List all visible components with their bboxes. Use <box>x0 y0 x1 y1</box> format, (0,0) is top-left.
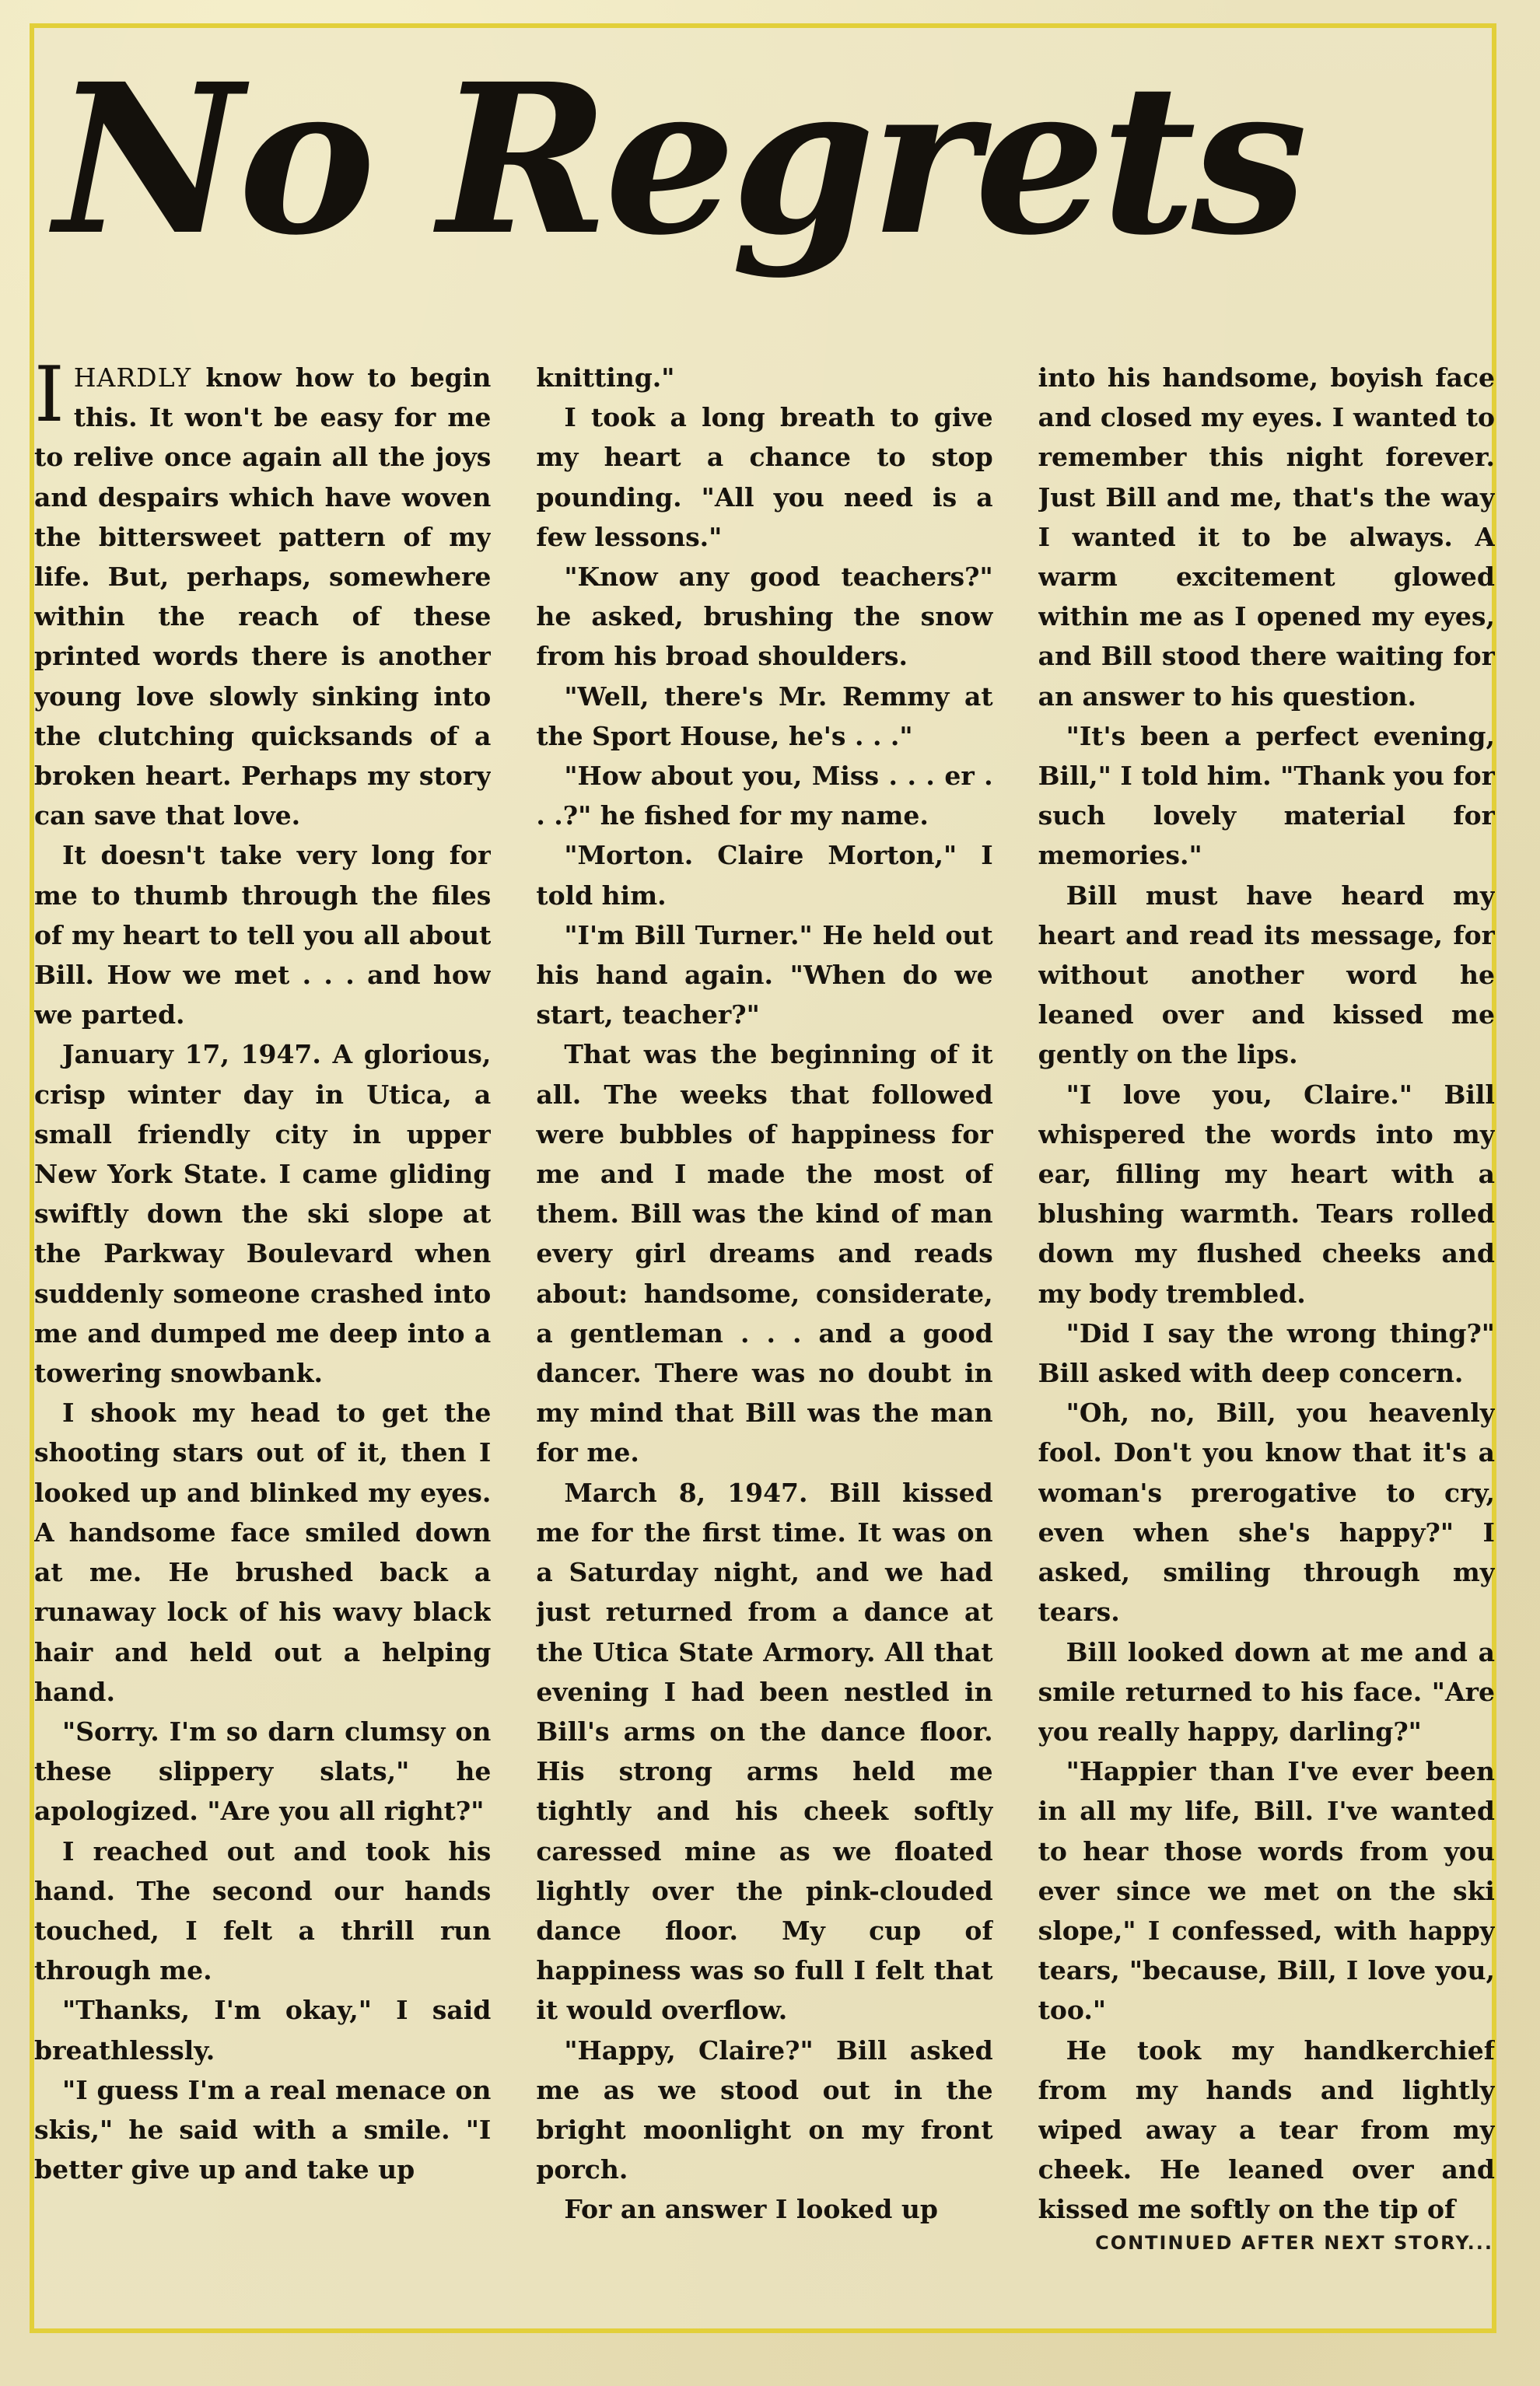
paragraph-text: "Well, there's Mr. Remmy at the Sport House, he's . . ." <box>536 680 993 751</box>
paragraph-text: "Did I say the wrong thing?" Bill asked with deep concern. <box>1038 1317 1495 1389</box>
story-paragraph <box>536 756 992 835</box>
paragraph-text: I took a long breath to give my heart a chance to stop pounding. "All you need is a few lessons." <box>536 402 993 552</box>
paragraph-text: "Happy, Claire?" Bill asked me as we stood out in the bright moonlight on my front porch. <box>536 2034 993 2185</box>
story-paragraph <box>34 1990 491 2069</box>
paragraph-text: "I love you, Claire." Bill whispered the words into my ear, filling my heart with a blushing warmth. Tears rolled down my flushed cheeks and my body trembled. <box>1038 1079 1495 1309</box>
paragraph-text: I reached out and took his hand. The second our hands touched, I felt a thrill run through me. <box>34 1835 492 1986</box>
story-paragraph <box>1038 1632 1495 1752</box>
story-paragraph <box>536 358 992 397</box>
story-body <box>34 358 1495 2232</box>
paragraph-text: "Happier than I've ever been in all my life, Bill. I've wanted to hear those words from you ever since we met on the ski slope," I confessed, with happy tears, "because, Bill, I love you, too." <box>1038 1756 1495 2026</box>
story-paragraph <box>1038 2031 1495 2230</box>
story-paragraph <box>34 835 491 1034</box>
story-paragraph <box>536 2189 992 2229</box>
story-paragraph <box>34 1034 491 1393</box>
column-2 <box>536 358 992 2232</box>
paragraph-text: I shook my head to get the shooting stars out of it, then I looked up and blinked my eyes. A handsome face smiled down at me. He brushed back a runaway lock of his wavy black hair and held out a helping hand. <box>34 1398 492 1707</box>
story-paragraph <box>34 1712 491 1831</box>
story-paragraph <box>1038 358 1495 716</box>
story-paragraph <box>34 2070 491 2190</box>
paragraph-text: "I guess I'm a real menace on skis," he said with a smile. "I better give up and take up <box>34 2074 492 2185</box>
paragraph-text: "How about you, Miss . . . er . . .?" he fished for my name. <box>536 761 993 831</box>
paragraph-text: Bill looked down at me and a smile returned to his face. "Are you really happy, darling?" <box>1038 1636 1495 1747</box>
story-paragraph <box>1038 1314 1495 1393</box>
story-paragraph <box>536 1034 992 1472</box>
story-paragraph <box>536 557 992 677</box>
story-paragraph <box>1038 1751 1495 2030</box>
paragraph-text: For an answer I looked up <box>564 2194 938 2225</box>
story-paragraph <box>536 1473 992 2031</box>
paragraph-text: He took my handkerchief from my hands and lightly wiped away a tear from my cheek. He leaned over and kissed me softly on the tip of <box>1038 2034 1495 2225</box>
paragraph-text: knitting." <box>536 362 675 393</box>
paragraph-text: "I'm Bill Turner." He held out his hand again. "When do we start, teacher?" <box>536 919 993 1030</box>
paragraph-text: Bill must have heard my heart and read its message, for without another word he leaned over and kissed me gently on the lips. <box>1038 880 1495 1070</box>
paragraph-text: "Thanks, I'm okay," I said breathlessly. <box>34 1995 492 2066</box>
paragraph-text: That was the beginning of it all. The weeks that followed were bubbles of happiness for me and I made the most of them. Bill was the kind of man every girl dreams and reads about: handsome, considerate, a gentleman . . . and a good dancer. There was no doubt in my mind that Bill was the man for me. <box>536 1039 993 1468</box>
story-paragraph <box>1038 876 1495 1075</box>
story-paragraph <box>1038 1075 1495 1314</box>
story-paragraph <box>536 2031 992 2190</box>
paragraph-text: "Know any good teachers?" he asked, brushing the snow from his broad shoulders. <box>536 562 993 672</box>
story-title <box>47 37 1369 317</box>
story-paragraph <box>536 397 992 557</box>
story-paragraph <box>34 1831 491 1991</box>
paragraph-text: know how to begin this. It won't be easy for me to relive once again all the joys and despairs which have woven the bittersweet pattern of my life. But, perhaps, somewhere within the reach of these printed words there is another young love slowly sinking into the clutching quicksands of a broken heart. Perhaps my story can save that love. <box>34 362 492 831</box>
paragraph-text: "Morton. Claire Morton," I told him. <box>536 840 993 911</box>
story-paragraph <box>536 915 992 1035</box>
column-3 <box>1038 358 1495 2232</box>
story-title-text: No Regrets <box>54 39 1304 281</box>
story-paragraph <box>1038 716 1495 876</box>
story-paragraph <box>34 358 491 835</box>
drop-cap: I <box>34 358 65 439</box>
paragraph-text: January 17, 1947. A glorious, crisp winter day in Utica, a small friendly city in upper New York State. I came gliding swiftly down the ski slope at the Parkway Boulevard when suddenly someone crashed into me and dumped me deep into a towering snowbank. <box>34 1039 492 1389</box>
lead-in-caps: HARDLY <box>73 362 192 393</box>
story-paragraph <box>34 1393 491 1712</box>
story-paragraph <box>1038 1393 1495 1632</box>
paragraph-text: "It's been a perfect evening, Bill," I told him. "Thank you for such lovely material for memories." <box>1038 720 1495 871</box>
story-paragraph <box>536 677 992 756</box>
paragraph-text: "Sorry. I'm so darn clumsy on these slippery slats," he apologized. "Are you all right?" <box>34 1716 492 1827</box>
column-1 <box>34 358 491 2232</box>
paragraph-text: It doesn't take very long for me to thumb through the files of my heart to tell you all about Bill. How we met . . . and how we parted. <box>34 840 492 1030</box>
paragraph-text: March 8, 1947. Bill kissed me for the first time. It was on a Saturday night, and we had just returned from a dance at the Utica State Armory. All that evening I had been nestled in Bill's arms on the dance floor. His strong arms held me tightly and his cheek softly caressed mine as we floated lightly over the pink-clouded dance floor. My cup of happiness was so full I felt that it would overflow. <box>536 1477 993 2026</box>
story-paragraph <box>536 835 992 915</box>
paragraph-text: into his handsome, boyish face and closed my eyes. I wanted to remember this night forever. Just Bill and me, that's the way I wanted it to be always. A warm excitement glowed within me as I opened my eyes, and Bill stood there waiting for an answer to his question. <box>1038 362 1495 712</box>
continued-note: CONTINUED AFTER NEXT STORY... <box>1095 2232 1493 2254</box>
paragraph-text: "Oh, no, Bill, you heavenly fool. Don't you know that it's a woman's prerogative to cry, even when she's happy?" I asked, smiling through my tears. <box>1038 1398 1495 1628</box>
